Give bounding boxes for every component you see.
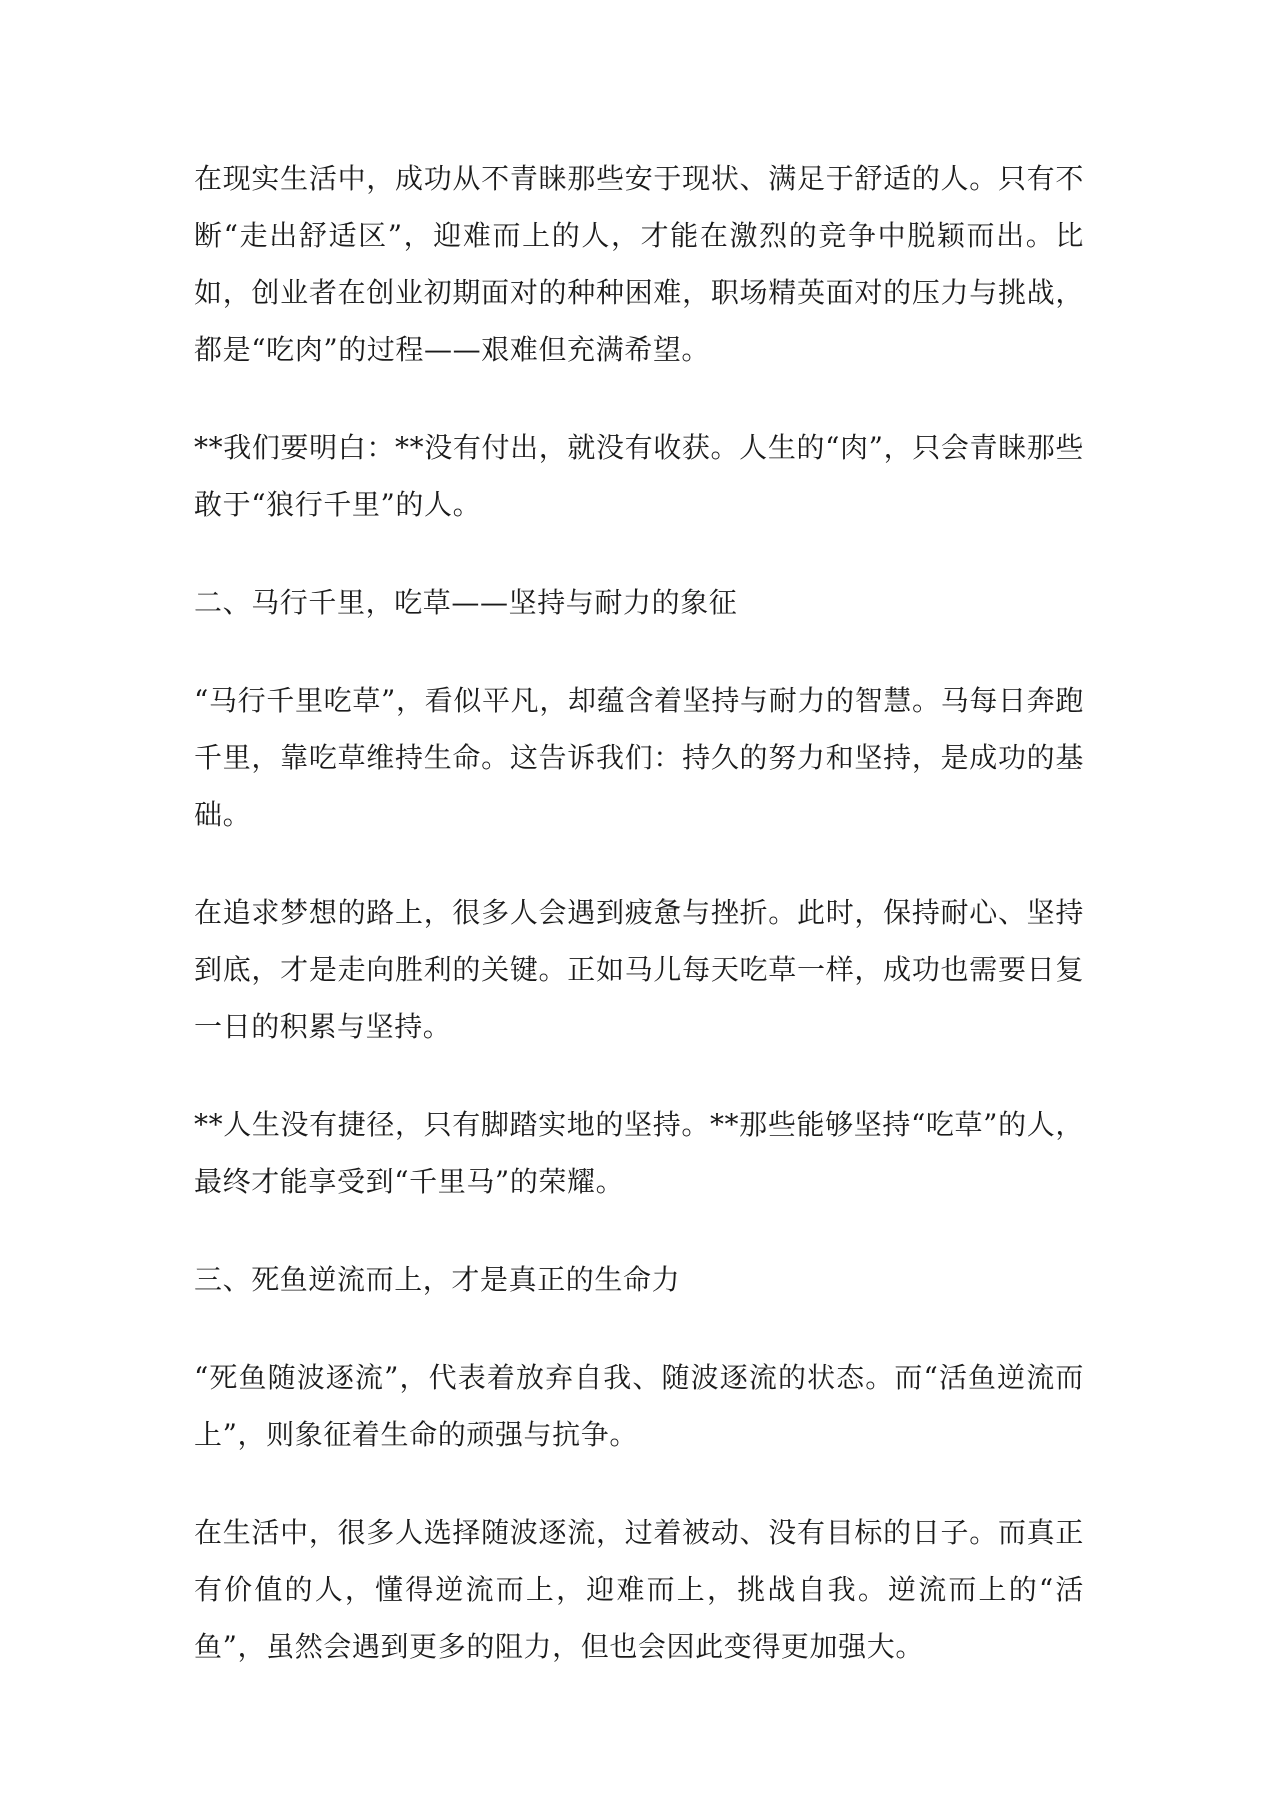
paragraph-success-comfort-zone: 在现实生活中，成功从不青睐那些安于现状、满足于舒适的人。只有不断“走出舒适区”，迎难而上的人，才能在激烈的竞争中脱颖而出。比如，创业者在创业初期面对的种种困难，职场精英面对的压力与挑战，都是“吃肉”的过程——艰难但充满希望。: [194, 162, 1084, 366]
paragraph-horse-persistence: “马行千里吃草”，看似平凡，却蕴含着坚持与耐力的智慧。马每日奔跑千里，靠吃草维持生命。这告诉我们：持久的努力和坚持，是成功的基础。: [194, 684, 1084, 831]
section-heading-horse: 二、马行千里，吃草——坚持与耐力的象征: [194, 586, 738, 619]
paragraph-against-current: 在生活中，很多人选择随波逐流，过着被动、没有目标的日子。而真正有价值的人，懂得逆流而上，迎难而上，挑战自我。逆流而上的“活鱼”，虽然会遇到更多的阻力，但也会因此变得更加强大。: [194, 1516, 1084, 1663]
paragraph-pursuing-dreams: 在追求梦想的路上，很多人会遇到疲惫与挫折。此时，保持耐心、坚持到底，才是走向胜利的关键。正如马儿每天吃草一样，成功也需要日复一日的积累与坚持。: [194, 896, 1084, 1043]
paragraph-no-pain-no-gain: **我们要明白：**没有付出，就没有收获。人生的“肉”，只会青睐那些敢于“狼行千里”的人。: [194, 431, 1084, 521]
paragraph-no-shortcut: **人生没有捷径，只有脚踏实地的坚持。**那些能够坚持“吃草”的人，最终才能享受到“千里马”的荣耀。: [194, 1108, 1084, 1198]
section-heading-fish: 三、死鱼逆流而上，才是真正的生命力: [194, 1263, 681, 1296]
paragraph-dead-fish: “死鱼随波逐流”，代表着放弃自我、随波逐流的状态。而“活鱼逆流而上”，则象征着生命的顽强与抗争。: [194, 1361, 1084, 1451]
document-body: [194, 150, 1084, 1675]
